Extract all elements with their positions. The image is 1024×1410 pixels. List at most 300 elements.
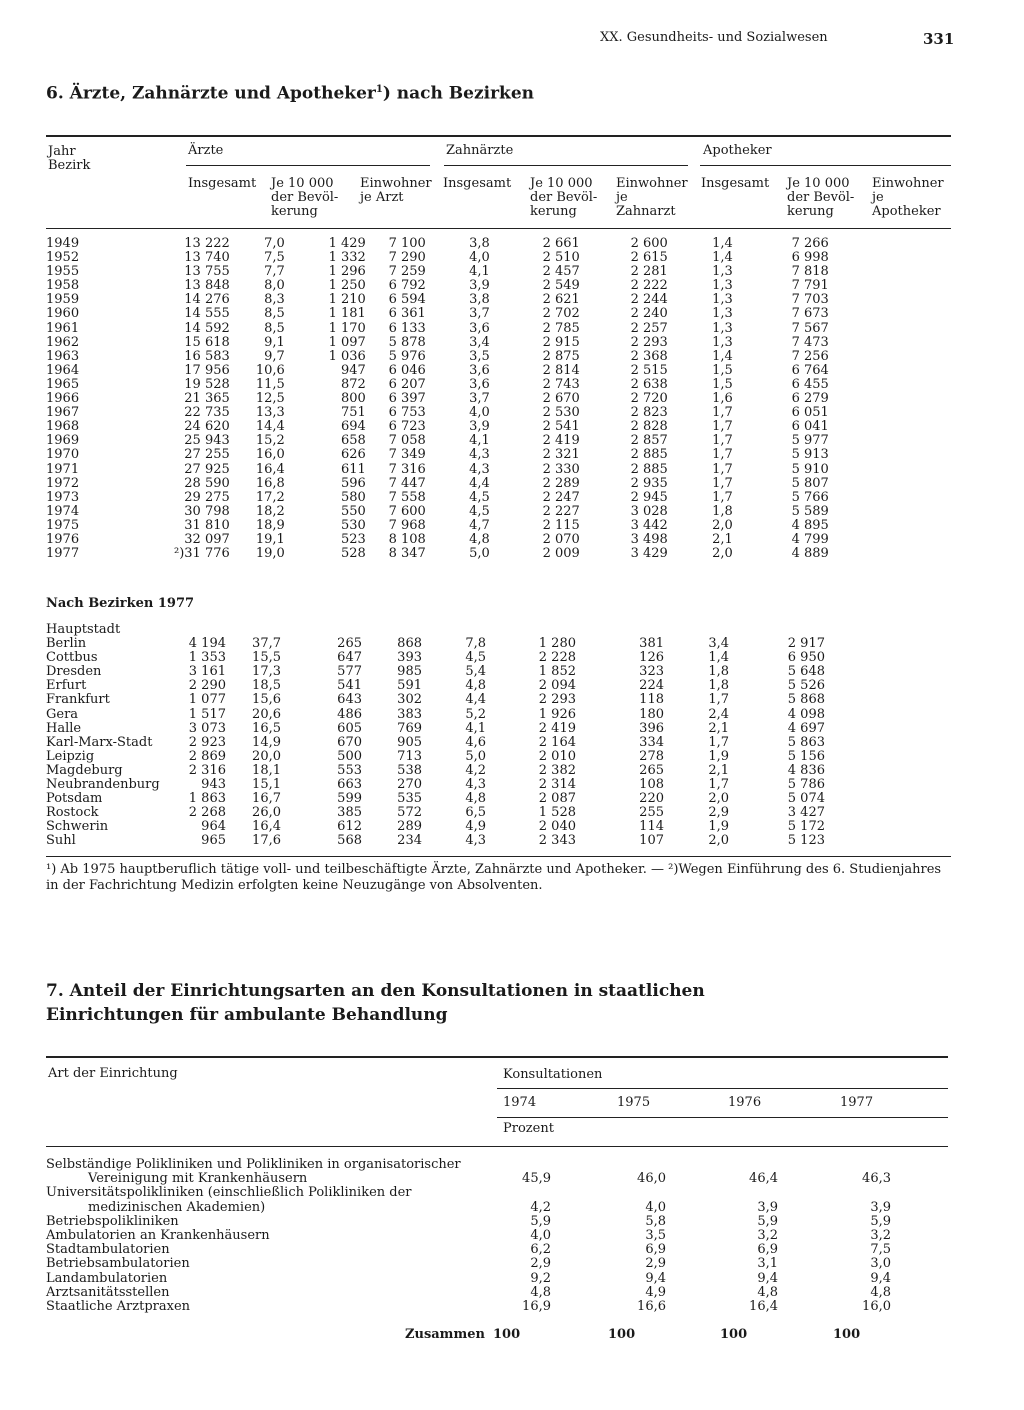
table-cell: 6,9 [645,1242,666,1258]
row-label [46,336,174,350]
table-cell: 2 268 [188,805,226,821]
table-cell: 528 [340,546,366,562]
table-row [46,1243,891,1257]
table-cell: 20,6 [252,706,281,722]
table-cell: 2 823 [630,405,668,421]
row-label [46,533,174,547]
table-cell: 1,9 [708,819,729,835]
table-cell: 1,4 [708,650,729,666]
row-label-text: 1976 [46,531,80,547]
table-cell: 10,6 [255,362,285,378]
table-cell: 3,9 [757,1199,778,1215]
table-cell: 220 [639,791,664,807]
table-cell: 8,3 [264,292,285,308]
table-cell: 2 638 [630,376,668,392]
table-cell: 4,3 [469,447,490,463]
table-cell: 6 792 [388,278,426,294]
table-cell: 612 [337,819,362,835]
table-cell: 5 868 [787,692,825,708]
table-cell: 2 549 [542,278,580,294]
table-cell: 3,6 [469,362,490,378]
table-cell: 3,2 [870,1228,891,1244]
table-cell: 9,4 [870,1270,891,1286]
table-cell: 5,9 [870,1213,891,1229]
table-cell: 5,4 [465,664,486,680]
table-row [46,463,829,477]
table-row [46,406,829,420]
table-cell: 7 968 [388,517,426,533]
table-cell: 8,5 [264,306,285,322]
table-cell: 6 594 [388,292,426,308]
table-cell: 15,2 [255,433,285,449]
table-cell: 9,4 [645,1270,666,1286]
table-row [46,834,825,848]
row-label [46,806,174,820]
table-cell: 3,8 [469,292,490,308]
table-cell: 16,9 [522,1299,551,1315]
table-cell: 7 266 [791,236,829,251]
table6-years-body [46,237,829,561]
table-cell: 7 567 [791,320,829,336]
group-header-zahnaerzte: Zahnärzte [446,143,514,158]
table-cell: 383 [397,706,422,722]
table-cell: 4,6 [465,734,486,750]
table-row [46,336,829,350]
table-cell: 694 [340,419,366,435]
table-row [46,265,829,279]
table-cell: 1,6 [712,391,733,407]
row-label [46,448,174,462]
table6-top-rule [46,135,951,137]
table-cell: 6 753 [388,405,426,421]
table-cell: 2,0 [712,546,733,562]
table-cell: 2 040 [538,819,576,835]
table-cell: 3,2 [757,1228,778,1244]
table-cell: 500 [337,748,362,764]
table-cell: 2 070 [542,531,580,547]
table-cell: 255 [639,805,664,821]
table-cell: 1,7 [712,475,733,491]
table-cell: 572 [397,805,422,821]
table6-header-bottom-rule [46,228,951,229]
table-cell: 2 247 [542,489,580,505]
table-cell: 7 058 [388,433,426,449]
table7-stub-header: Art der Einrichtung [48,1066,178,1081]
table-cell: 14 276 [184,292,230,308]
table-row [46,1229,891,1243]
table-cell: 4,5 [465,650,486,666]
table-cell: 1 280 [538,636,576,652]
table-cell: 16,0 [255,447,285,463]
table-cell: 4,9 [645,1284,666,1300]
table-cell: 16,4 [252,819,281,835]
table-cell: 2,1 [708,720,729,736]
row-label [46,434,174,448]
table-cell: 8 108 [388,531,426,547]
row-label-text: 1949 [46,236,80,251]
row-label [46,1272,486,1286]
table-row [46,1158,891,1172]
table-cell: 17,3 [252,664,281,680]
table-cell: 13 755 [184,264,230,280]
table-cell: 2,9 [530,1256,551,1272]
table-cell: 12,5 [255,391,285,407]
table-row [46,820,825,834]
table-cell: 6 133 [388,320,426,336]
table-cell: 4,3 [465,777,486,793]
row-label [46,665,174,679]
col-apotheker-insgesamt: Insgesamt [701,176,770,191]
col-einwohner-je-zahnarzt: Einwohner je Zahnarzt [616,176,688,219]
table-row [46,665,825,679]
table-cell: 626 [340,447,366,463]
table-cell: 16 583 [184,348,230,364]
page-number: 331 [923,30,955,48]
table-cell: 553 [337,762,362,778]
table-cell: 2 702 [542,306,580,322]
row-label-text: 1966 [46,391,80,407]
row-label-text: 1969 [46,433,80,449]
row-label-text: 1973 [46,489,80,505]
table-cell: 5 589 [791,503,829,519]
table-cell: 4,8 [469,531,490,547]
row-label [46,1286,486,1300]
table-cell: 1,5 [712,376,733,392]
table-cell: 5,8 [645,1213,666,1229]
table-cell: 5 878 [388,334,426,350]
table-cell: 18,1 [252,762,281,778]
table-row [46,279,829,293]
table-cell [281,623,362,637]
table-cell: 224 [639,678,664,694]
row-label-text: Erfurt [46,678,87,694]
table-cell: 2 257 [630,320,668,336]
group-header-aerzte: Ärzte [188,143,224,158]
table-cell: 24 620 [184,419,230,435]
table-cell: 905 [397,734,422,750]
table-cell: 2 293 [538,692,576,708]
col-einwohner-je-apotheker: Einwohner je Apotheker [872,176,944,219]
table-cell: 5,9 [530,1213,551,1229]
table-cell: 4,0 [469,405,490,421]
table-cell: 28 590 [184,475,230,491]
table-cell: 3,4 [708,636,729,652]
row-label-text: 1962 [46,334,80,350]
table-cell: 16,8 [255,475,285,491]
table-cell: 323 [639,664,664,680]
table-row [46,1286,891,1300]
table7-year-1974: 1974 [503,1095,537,1110]
table-cell: 580 [340,489,366,505]
table-cell: 577 [337,664,362,680]
group-header-apotheker: Apotheker [703,143,772,158]
table-cell: 2 343 [538,833,576,849]
table6-bottom-rule [46,856,951,857]
table-cell: 4 697 [787,720,825,736]
group-rule-zahnaerzte [444,165,688,166]
table-cell: 2 087 [538,791,576,807]
table-cell: 4,5 [469,503,490,519]
table-cell: 278 [639,748,664,764]
col-einwohner-je-arzt: Einwohner je Arzt [360,176,432,205]
row-label-text: 1971 [46,461,80,477]
table-cell: 7 558 [388,489,426,505]
table-cell: 568 [337,833,362,849]
table-cell: 1,3 [712,320,733,336]
table-cell: 872 [340,376,366,392]
table-cell: 1 077 [188,692,226,708]
row-label-text: Rostock [46,805,99,821]
table-cell: 4,8 [465,678,486,694]
table-cell: 7 316 [388,461,426,477]
table-cell: 3,1 [757,1256,778,1272]
row-label-text: medizinischen Akademien) [88,1199,266,1215]
table-row [46,350,829,364]
row-label-text: Neubrandenburg [46,777,160,793]
table-cell: 2 915 [542,334,580,350]
table-cell: 2,0 [708,791,729,807]
table-cell: 2 222 [630,278,668,294]
table-cell: 3,6 [469,376,490,392]
table-cell: 1 296 [328,264,366,280]
table-cell: 2 281 [630,264,668,280]
table-cell: 4,3 [469,461,490,477]
row-label-text: Cottbus [46,650,98,666]
row-label [46,792,174,806]
row-label [46,693,174,707]
row-label [46,623,174,637]
table-cell: 302 [397,692,422,708]
table-cell: 5 766 [791,489,829,505]
row-label [46,237,174,251]
table-cell: 13 848 [184,278,230,294]
row-label [46,750,174,764]
table-cell: 180 [639,706,664,722]
col-aerzte-je10000: Je 10 000 der Bevöl- kerung [271,176,339,219]
table-cell: 1,8 [708,678,729,694]
table-cell: 1,7 [708,777,729,793]
row-label-text: 1970 [46,447,80,463]
table-row [46,477,829,491]
table-cell: 658 [340,433,366,449]
table-cell: 643 [337,692,362,708]
table-cell: 3 073 [188,720,226,736]
table-cell [729,623,825,637]
table-cell: 1,3 [712,292,733,308]
row-label-text: Staatliche Arztpraxen [46,1299,191,1315]
table-cell: 2,1 [712,531,733,547]
table-cell: 1,9 [708,748,729,764]
table-cell: 126 [639,650,664,666]
table-cell: 751 [340,405,366,421]
table-cell: 18,5 [252,678,281,694]
table-cell: 1,4 [712,250,733,266]
table-cell [576,623,664,637]
table-row [46,651,825,665]
table-cell: 5 172 [787,819,825,835]
table-cell: 30 798 [184,503,230,519]
row-label-text: Leipzig [46,748,95,764]
table-cell: 9,7 [264,348,285,364]
row-label-text: Landambulatorien [46,1270,168,1286]
table-cell: 2 510 [542,250,580,266]
table-cell: 2 857 [630,433,668,449]
table-cell: 6 051 [791,405,829,421]
table-cell: 5 910 [791,461,829,477]
row-label [46,637,174,651]
table-cell: 19,1 [255,531,285,547]
row-label [46,406,174,420]
stub-header: Jahr Bezirk [48,144,91,173]
row-label [46,1215,486,1229]
table-row [46,1215,891,1229]
table-cell: 7 473 [791,334,829,350]
table7-group-header: Konsultationen [503,1067,603,1082]
row-label-text: 1968 [46,419,80,435]
table-cell: 1 036 [328,348,366,364]
table-cell: 15,6 [252,692,281,708]
row-label [46,651,174,665]
row-label-text: Betriebsambulatorien [46,1256,190,1272]
col-apotheker-je10000: Je 10 000 der Bevöl- kerung [787,176,855,219]
row-label [46,322,174,336]
row-label-text: 1972 [46,475,80,491]
table-cell: 22 735 [184,405,230,421]
table-cell: 2 010 [538,748,576,764]
table7-year-1976: 1976 [728,1095,762,1110]
table-cell: 13 740 [184,250,230,266]
table-cell: 6 046 [388,362,426,378]
table-row [46,623,825,637]
table-cell: 4,0 [645,1199,666,1215]
table-cell: 965 [201,833,226,849]
table7-total-1975: 100 [608,1327,636,1342]
table-cell: 385 [337,805,362,821]
table-cell: 6,2 [530,1242,551,1258]
table-row [46,505,829,519]
table-cell: 3,4 [469,334,490,350]
table-cell: 118 [639,692,664,708]
table-cell: 943 [201,777,226,793]
table-cell: 1 210 [328,292,366,308]
table-cell: 1 926 [538,706,576,722]
table-cell: 2 785 [542,320,580,336]
table-cell: 20,0 [252,748,281,764]
group-rule-aerzte [186,165,430,166]
table7-group-rule [497,1088,948,1089]
table-cell: 5,9 [757,1213,778,1229]
table-cell: 3,6 [469,320,490,336]
row-label-text: Ambulatorien an Krankenhäusern [46,1228,270,1244]
table-cell: 289 [397,819,422,835]
table-cell: 4 098 [787,706,825,722]
row-label [46,1229,486,1243]
row-label [46,764,174,778]
table-cell: 5,0 [469,546,490,562]
table-cell: 16,4 [255,461,285,477]
table-row [46,420,829,434]
table-cell: 647 [337,650,362,666]
table-cell: 538 [397,762,422,778]
table-cell: 26,0 [252,805,281,821]
table-cell: 1 429 [328,236,366,251]
table-row [46,378,829,392]
table-cell: 114 [639,819,664,835]
table-cell: 6,5 [465,805,486,821]
row-label-text: Halle [46,720,82,736]
row-label-text: Arztsanitätsstellen [46,1284,170,1300]
table-cell: 4,0 [469,250,490,266]
table-cell: 1 863 [188,791,226,807]
row-label [46,778,174,792]
row-label [46,519,174,533]
table-cell: 3 498 [630,531,668,547]
table-cell: 800 [340,391,366,407]
row-label-text: Magdeburg [46,762,123,778]
table-cell: 4,4 [469,475,490,491]
row-label-text: Gera [46,706,79,722]
row-label-text: Potsdam [46,791,103,807]
table-cell: 25 943 [184,433,230,449]
table-row [46,792,825,806]
table-cell: 868 [397,636,422,652]
table-cell: 6 207 [388,376,426,392]
table6-footnotes: ¹) Ab 1975 hauptberuflich tätige voll- und teilbeschäftigte Ärzte, Zahnärzte und Apotheker. — ²)Wegen Einführung des 6. Studienjahres in der Fachrichtung Medizin erfolgten keine Neuzugänge von Absolventen. [46,862,942,893]
table7-body [46,1158,891,1314]
table-cell: 2 115 [542,517,580,533]
table-row [46,1272,891,1286]
table-cell: 396 [639,720,664,736]
table-cell: 3,5 [469,348,490,364]
table-cell: 1 517 [188,706,226,722]
row-label [46,1257,486,1271]
table-cell: 7 703 [791,292,829,308]
table-cell: 6 998 [791,250,829,266]
table-cell: 29 275 [184,489,230,505]
table-cell [664,623,729,637]
table-row [46,778,825,792]
table-cell: 1,7 [712,489,733,505]
table-cell: 3,8 [469,236,490,251]
table-row [46,533,829,547]
table-cell: 16,5 [252,720,281,736]
row-label [46,265,174,279]
table-cell: 3,9 [469,278,490,294]
table7-year-1977: 1977 [840,1095,874,1110]
table-cell: 769 [397,720,422,736]
table-cell: 4,9 [465,819,486,835]
table-cell: 11,5 [255,376,285,392]
table-cell: 7 256 [791,348,829,364]
table-cell: 2 244 [630,292,668,308]
table-cell: 334 [639,734,664,750]
row-label [46,251,174,265]
table-cell: 3,0 [870,1256,891,1272]
table-cell: 1 170 [328,320,366,336]
table-cell: 16,0 [862,1299,891,1315]
table-cell: 4,8 [757,1284,778,1300]
table-cell: 4 895 [791,517,829,533]
table-cell: 2 164 [538,734,576,750]
table-cell: 16,4 [749,1299,778,1315]
table-cell: 2 923 [188,734,226,750]
table-cell: 1 097 [328,334,366,350]
table-cell: 2,4 [708,706,729,722]
table-cell: 4 799 [791,531,829,547]
table-cell: 2 828 [630,419,668,435]
table-cell: 9,1 [264,334,285,350]
table-cell: 2 321 [542,447,580,463]
